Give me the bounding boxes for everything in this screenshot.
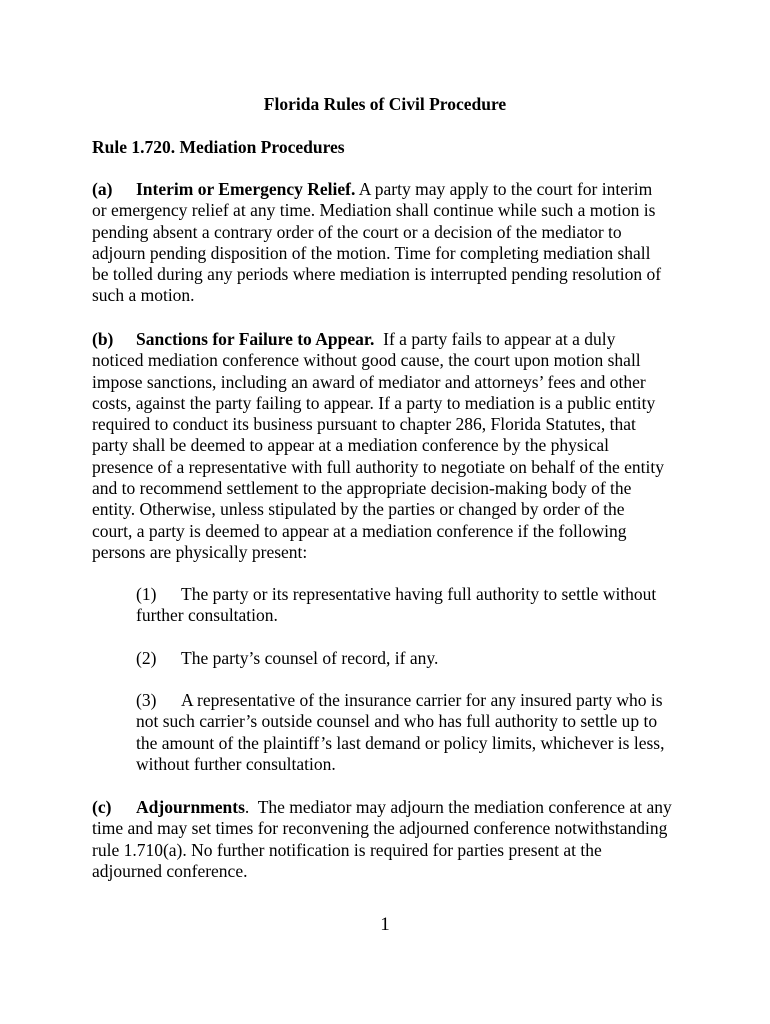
item-2-line: The party’s counsel of record, if any. <box>181 648 439 668</box>
section-a-line: be tolled during any periods where mediation is interrupted pending resolution of <box>92 264 662 285</box>
section-b-line: and to recommend settlement to the appropriate decision-making body of the <box>92 478 632 499</box>
section-b-label: (b) <box>92 329 114 349</box>
item-3-line: without further consultation. <box>136 753 336 774</box>
section-b-line: If a party fails to appear at a duly <box>374 329 616 349</box>
item-3-label: (3) <box>136 690 157 710</box>
section-a-line: adjourn pending disposition of the motion. Time for completing mediation shall <box>92 242 651 263</box>
section-b-item-1 <box>136 584 696 627</box>
section-b-line: party shall be deemed to appear at a mediation conference by the physical <box>92 435 610 456</box>
section-b-line: persons are physically present: <box>92 541 308 562</box>
item-2-label: (2) <box>136 648 157 668</box>
section-a-line: A party may apply to the court for interim <box>355 179 653 199</box>
section-a-label: (a) <box>92 179 113 199</box>
section-b-heading: Sanctions for Failure to Appear. <box>136 329 375 349</box>
section-a-heading: Interim or Emergency Relief. <box>136 179 356 199</box>
section-b-line: noticed mediation conference without good cause, the court upon motion shall <box>92 350 641 371</box>
section-a-first-line <box>92 179 692 200</box>
section-b-line: impose sanctions, including an award of mediator and attorneys’ fees and other <box>92 371 646 392</box>
section-c-line: . The mediator may adjourn the mediation conference at any <box>244 797 672 817</box>
section-a <box>92 179 692 307</box>
section-c-line: rule 1.710(a). No further notification is required for parties present at the <box>92 839 602 860</box>
section-b-line: required to conduct its business pursuant to chapter 286, Florida Statutes, that <box>92 414 636 435</box>
item-1-label: (1) <box>136 584 157 604</box>
section-b-line: entity. Otherwise, unless stipulated by the parties or changed by order of the <box>92 499 625 520</box>
section-c <box>92 797 692 882</box>
section-a-line: or emergency relief at any time. Mediation shall continue while such a motion is <box>92 200 656 221</box>
item-1-first-line <box>136 584 696 605</box>
section-a-line: such a motion. <box>92 285 195 306</box>
section-c-line: time and may set times for reconvening the adjourned conference notwithstanding <box>92 818 668 839</box>
section-c-heading: Adjournments <box>136 797 245 817</box>
item-3-line: not such carrier’s outside counsel and who has full authority to settle up to <box>136 711 658 732</box>
section-b-line: presence of a representative with full authority to negotiate on behalf of the entity <box>92 456 664 477</box>
item-1-line: further consultation. <box>136 605 278 626</box>
section-b-line: costs, against the party failing to appear. If a party to mediation is a public entity <box>92 392 656 413</box>
item-3-line: the amount of the plaintiff’s last demand or policy limits, whichever is less, <box>136 732 665 753</box>
item-2-first-line <box>136 648 696 669</box>
section-c-line: adjourned conference. <box>92 860 248 881</box>
item-3-first-line <box>136 690 696 711</box>
section-b <box>92 329 692 563</box>
document-title: Florida Rules of Civil Procedure <box>263 94 507 114</box>
section-c-first-line <box>92 797 692 818</box>
rule-heading: Rule 1.720. Mediation Procedures <box>92 137 345 157</box>
page-number: 1 <box>380 914 390 935</box>
section-b-line: court, a party is deemed to appear at a mediation conference if the following <box>92 520 627 541</box>
section-b-item-3 <box>136 690 696 775</box>
section-c-label: (c) <box>92 797 112 817</box>
section-b-first-line <box>92 329 692 350</box>
item-3-line: A representative of the insurance carrier for any insured party who is <box>181 690 663 710</box>
item-1-line: The party or its representative having full authority to settle without <box>181 584 657 604</box>
section-b-item-2 <box>136 648 696 669</box>
section-a-line: pending absent a contrary order of the court or a decision of the mediator to <box>92 221 622 242</box>
